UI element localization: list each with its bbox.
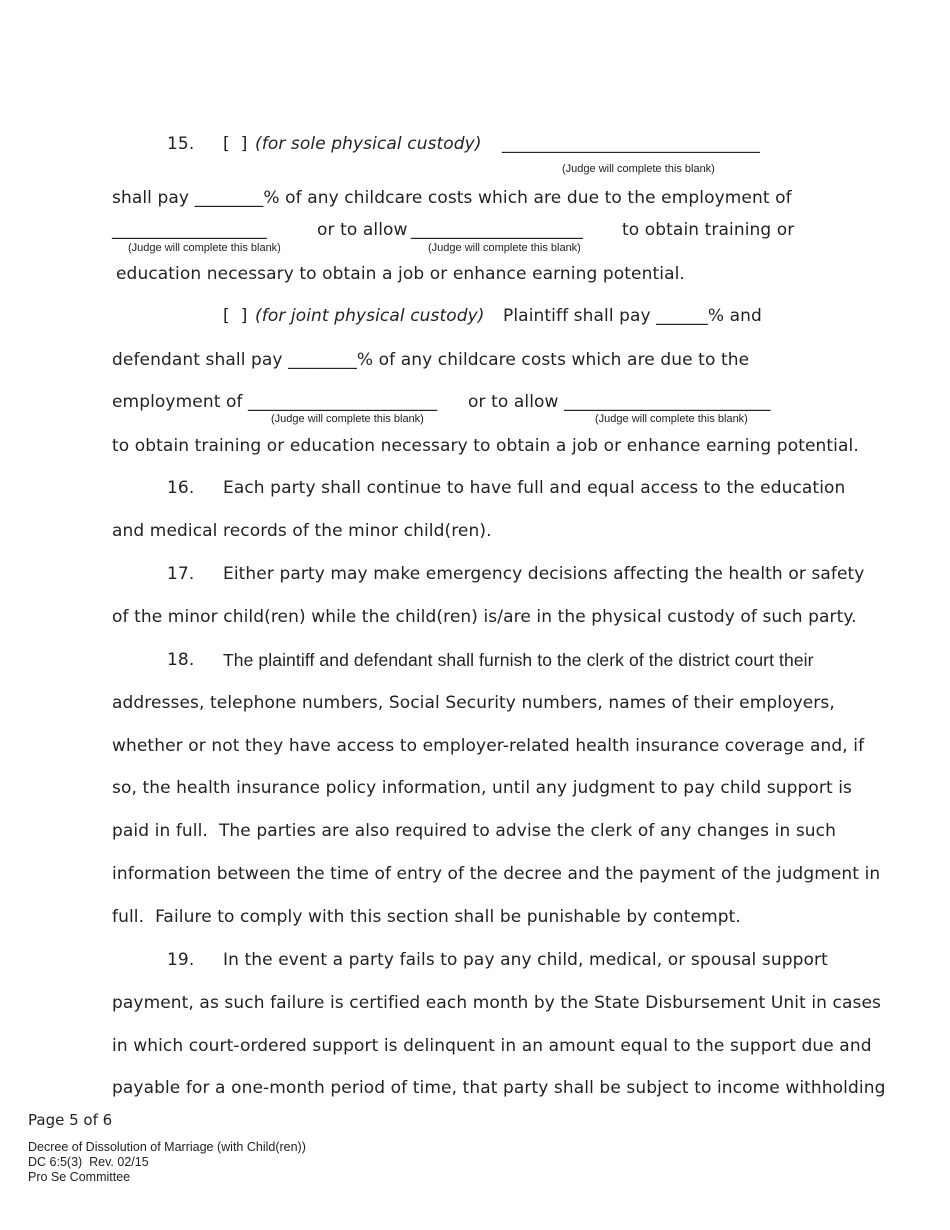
- footer-form-number: DC 6:5(3) Rev. 02/15: [28, 1155, 149, 1169]
- p19-number: 19.: [167, 950, 195, 970]
- footer-title: Decree of Dissolution of Marriage (with Child(ren)): [28, 1140, 306, 1154]
- p15-line3-end: to obtain training or: [622, 220, 795, 240]
- p17-line2: of the minor child(ren) while the child(ren) is/are in the physical custody of such party.: [112, 607, 857, 627]
- p15-checkbox-joint[interactable]: [ ]: [223, 306, 248, 326]
- p19-line3: in which court-ordered support is delinquent in an amount equal to the support due and: [112, 1036, 872, 1056]
- p15-joint-text: Plaintiff shall pay ______% and: [503, 306, 762, 326]
- p15-judge-note-2: (Judge will complete this blank): [128, 242, 281, 254]
- p15-blank-allow[interactable]: ____________________: [411, 220, 583, 240]
- p18-line5: paid in full. The parties are also required to advise the clerk of any changes in such: [112, 821, 836, 841]
- p17-line1: Either party may make emergency decisions affecting the health or safety: [223, 564, 865, 584]
- p16-line2: and medical records of the minor child(ren).: [112, 521, 492, 541]
- p15-judge-note-3: (Judge will complete this blank): [428, 242, 581, 254]
- footer-committee: Pro Se Committee: [28, 1170, 131, 1184]
- p18-line4: so, the health insurance policy information, until any judgment to pay child support is: [112, 778, 852, 798]
- p15-blank-employment[interactable]: __________________: [112, 220, 267, 240]
- p15-sole-blank[interactable]: ______________________________: [502, 134, 760, 154]
- p18-line2: addresses, telephone numbers, Social Security numbers, names of their employers,: [112, 693, 835, 713]
- p19-line2: payment, as such failure is certified each month by the State Disbursement Unit in cases: [112, 993, 881, 1013]
- p15-line7-b: or to allow ________________________: [468, 392, 771, 412]
- p15-number: 15.: [167, 134, 195, 154]
- p19-line4: payable for a one-month period of time, that party shall be subject to income withholding: [112, 1078, 886, 1098]
- p19-line1: In the event a party fails to pay any child, medical, or spousal support: [223, 950, 828, 970]
- p15-judge-note-4: (Judge will complete this blank): [271, 413, 424, 425]
- page-number: Page 5 of 6: [28, 1111, 113, 1129]
- p15-checkbox-sole[interactable]: [ ]: [223, 134, 248, 154]
- p15-judge-note-1: (Judge will complete this blank): [562, 163, 715, 175]
- p16-line1: Each party shall continue to have full and equal access to the education: [223, 478, 846, 498]
- p15-line8: to obtain training or education necessary to obtain a job or enhance earning potential.: [112, 436, 859, 456]
- p18-number: 18.: [167, 650, 195, 670]
- p18-line1: The plaintiff and defendant shall furnish to the clerk of the district court their: [223, 650, 814, 670]
- p18-line6: information between the time of entry of the decree and the payment of the judgment in: [112, 864, 881, 884]
- p18-line7: full. Failure to comply with this section shall be punishable by contempt.: [112, 907, 741, 927]
- p15-sole-label: (for sole physical custody): [255, 134, 482, 154]
- p15-or-allow: or to allow: [317, 220, 408, 240]
- p15-line2: shall pay ________% of any childcare costs which are due to the employment of: [112, 188, 792, 208]
- p15-line4: education necessary to obtain a job or enhance earning potential.: [116, 264, 685, 284]
- p18-line3: whether or not they have access to employer-related health insurance coverage and, if: [112, 736, 865, 756]
- p15-line6: defendant shall pay ________% of any childcare costs which are due to the: [112, 350, 750, 370]
- p15-judge-note-5: (Judge will complete this blank): [595, 413, 748, 425]
- p15-line7-a: employment of ______________________: [112, 392, 438, 412]
- p15-joint-label: (for joint physical custody): [255, 306, 485, 326]
- p16-number: 16.: [167, 478, 195, 498]
- p17-number: 17.: [167, 564, 195, 584]
